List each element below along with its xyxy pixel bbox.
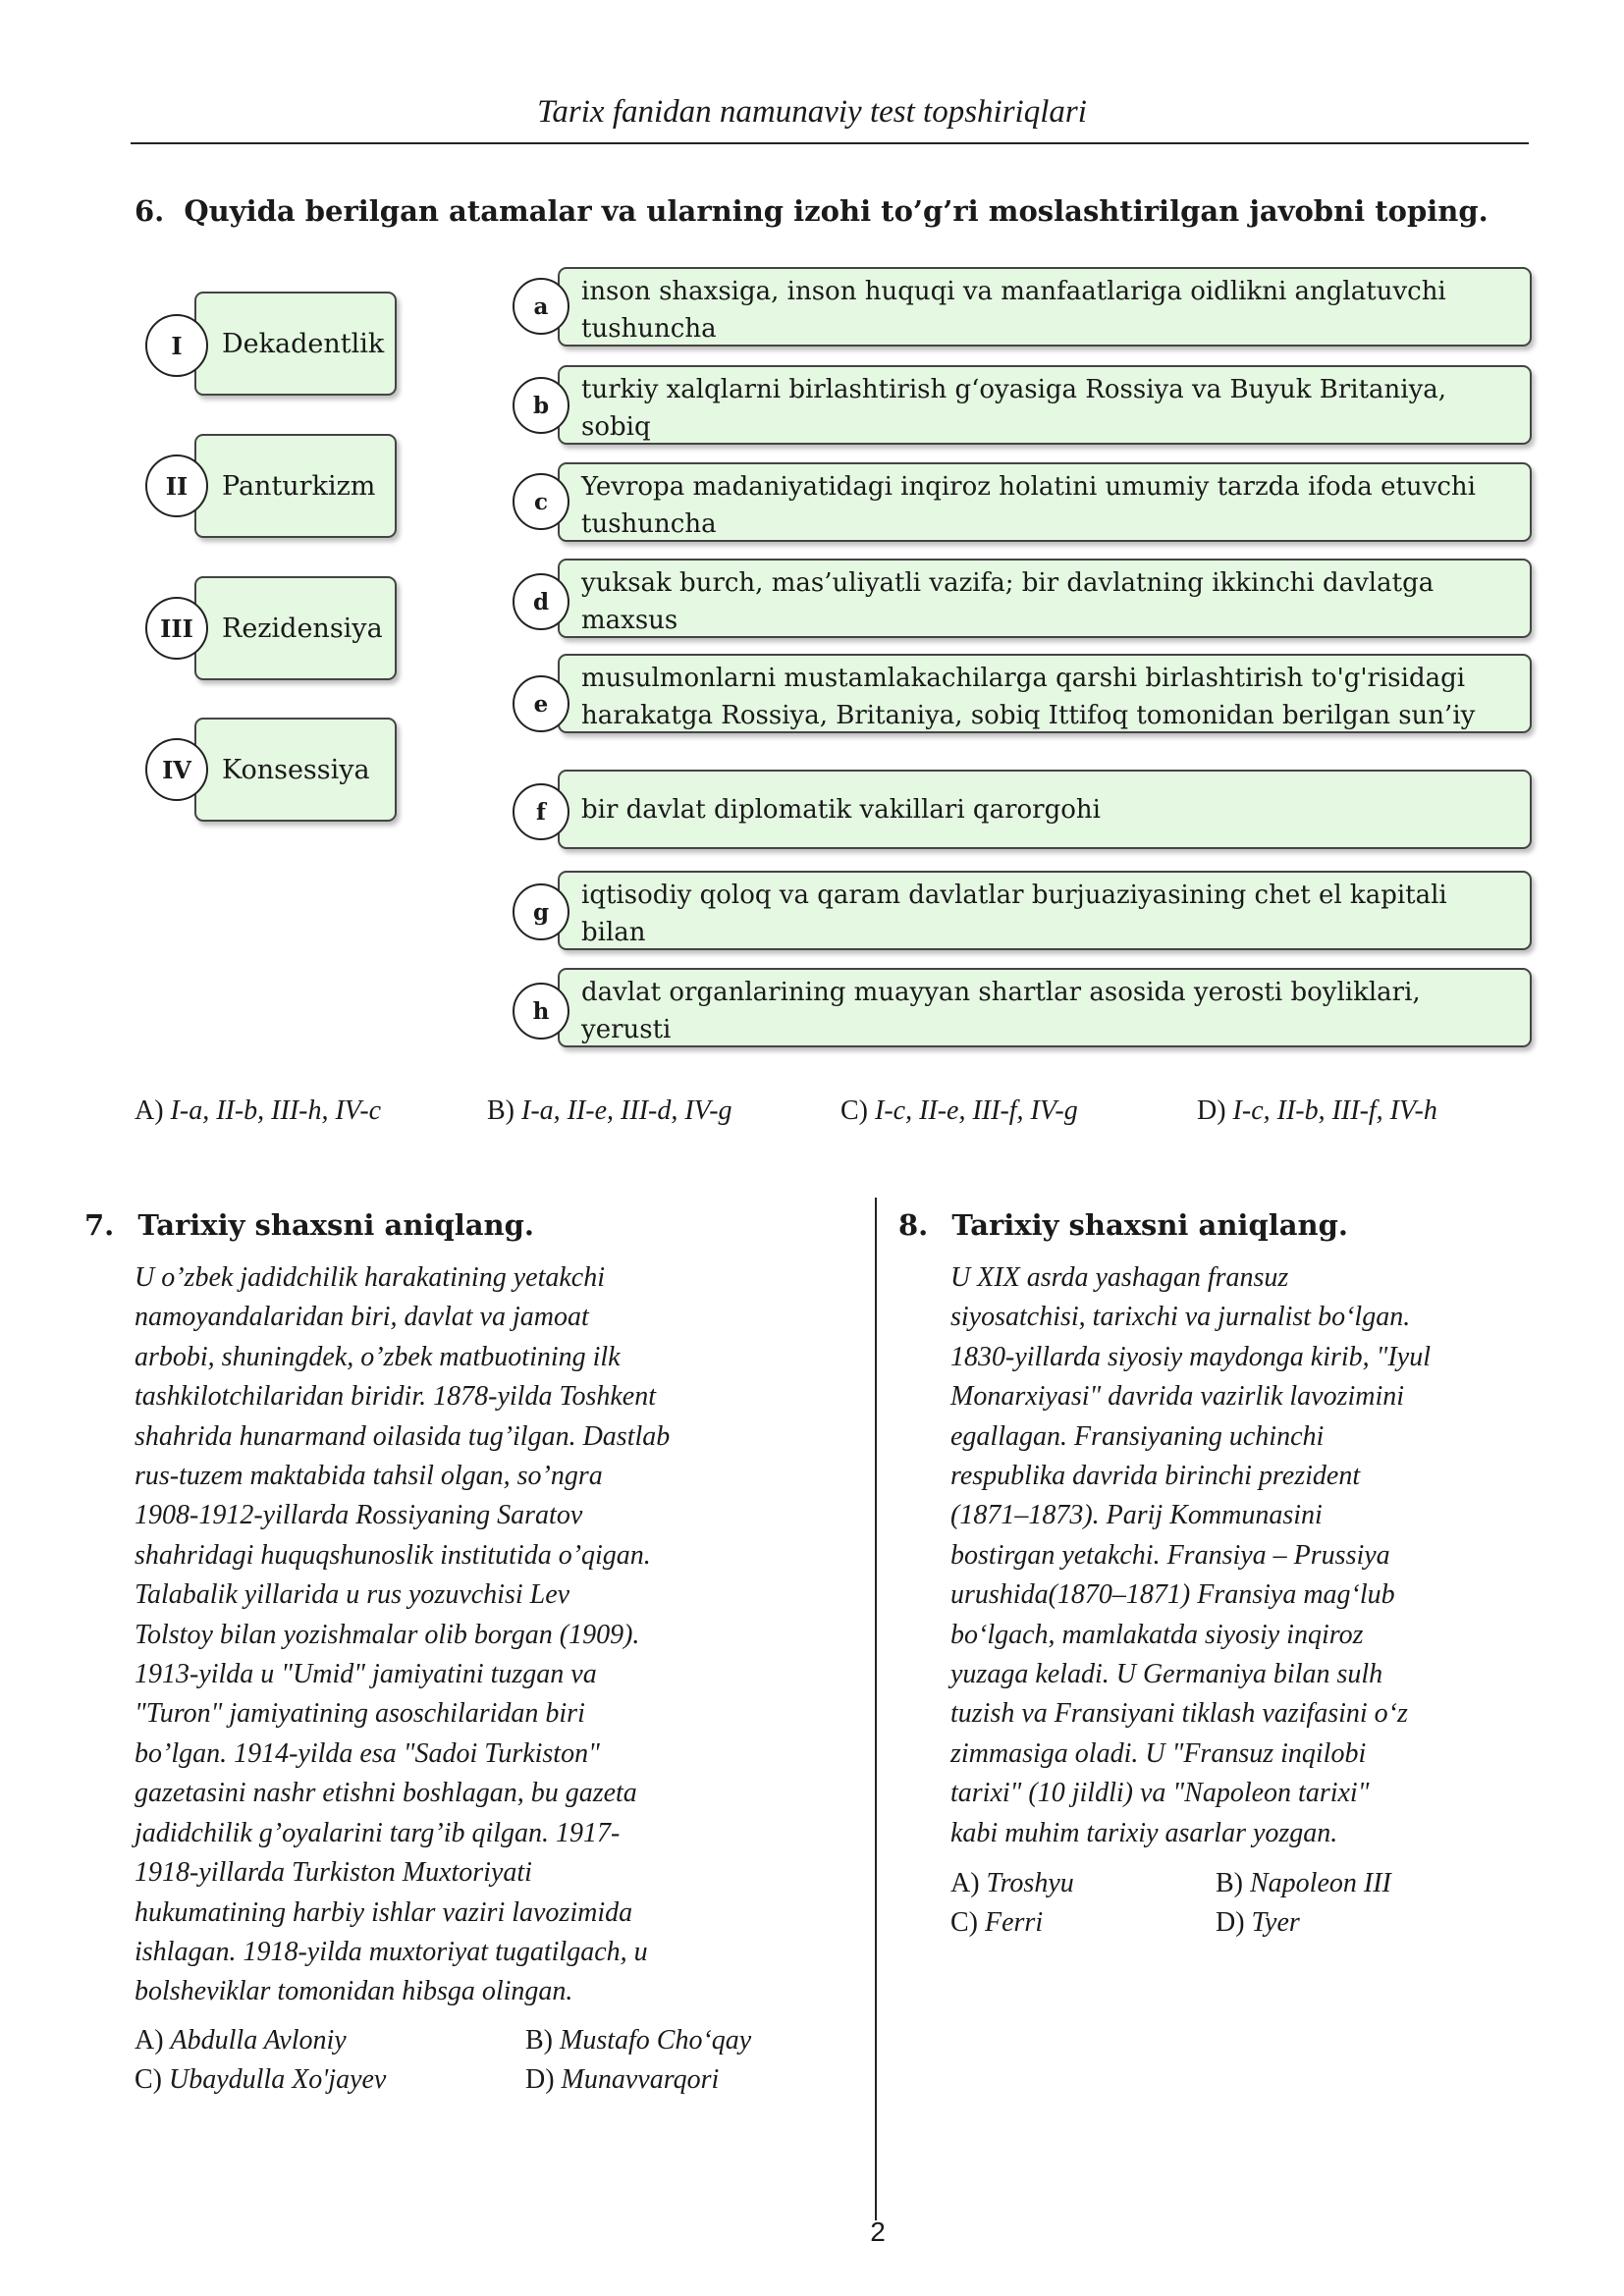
definition-letter-a: a <box>513 278 569 335</box>
question-number: 6. <box>135 194 165 228</box>
option-value: Abdulla Avloniy <box>170 2025 347 2056</box>
definition-letter-e: e <box>513 675 569 732</box>
page-number: 2 <box>870 2216 886 2247</box>
definition-box-d <box>558 559 1532 638</box>
option-label: C) <box>840 1095 868 1126</box>
definition-letter-f: f <box>513 783 569 840</box>
answer-option-c[interactable] <box>950 1907 1043 1939</box>
term-box-1 <box>194 292 397 396</box>
term-numeral-4: IV <box>145 738 208 801</box>
option-label: D) <box>1216 1907 1245 1938</box>
term-numeral-3: III <box>145 597 208 660</box>
option-value: Ferri <box>985 1907 1044 1938</box>
term-box-4 <box>194 718 397 822</box>
option-value: Munavvarqori <box>561 2064 720 2095</box>
definition-letter-c: c <box>513 473 569 530</box>
term-numeral-2: II <box>145 454 208 517</box>
question-number: 7. <box>84 1208 115 1242</box>
definition-line: harakatga Rossiya, Britaniya, sobiq Ittifoq tomonidan berilgan sun’iy <box>581 701 1476 730</box>
definition-box-e <box>558 654 1532 733</box>
answer-option-a[interactable] <box>950 1868 1074 1899</box>
definition-box-c <box>558 462 1532 542</box>
option-value: I-c, II-b, III-f, IV-h <box>1232 1095 1437 1126</box>
column-divider <box>875 1198 877 2220</box>
answer-option-c[interactable] <box>135 2064 386 2096</box>
definition-box-f <box>558 770 1532 849</box>
answer-option-a[interactable] <box>135 2025 347 2056</box>
term-label: Dekadentlik <box>222 328 385 359</box>
definition-box-a <box>558 267 1532 347</box>
definition-letter-b: b <box>513 377 569 434</box>
definition-line: tushuncha <box>581 509 717 539</box>
question-title: Tarixiy shaxsni aniqlang. <box>951 1208 1348 1242</box>
definition-line: yuksak burch, mas’uliyatli vazifa; bir davlatning ikkinchi davlatga maxsus <box>581 568 1435 635</box>
term-box-2 <box>194 434 397 538</box>
definition-line: Yevropa madaniyatidagi inqiroz holatini umumiy tarzda ifoda etuvchi <box>581 472 1476 502</box>
term-box-3 <box>194 576 397 680</box>
question-7-heading <box>84 1208 534 1242</box>
option-label: D) <box>1197 1095 1226 1126</box>
option-label: A) <box>950 1868 980 1898</box>
answer-option-c[interactable] <box>840 1095 1078 1127</box>
option-label: C) <box>950 1907 978 1938</box>
option-value: Troshyu <box>986 1868 1074 1898</box>
definition-letter-d: d <box>513 573 569 630</box>
answer-option-d[interactable] <box>1197 1095 1437 1127</box>
option-value: I-c, II-e, III-f, IV-g <box>875 1095 1078 1126</box>
definition-letter-h: h <box>513 983 569 1040</box>
definition-line: turkiy xalqlarni birlashtirish g‘oyasiga Rossiya va Buyuk Britaniya, sobiq <box>581 375 1447 442</box>
option-label: A) <box>135 1095 164 1126</box>
question-6-heading <box>135 194 1489 228</box>
page-header-title: Tarix fanidan namunaviy test topshiriqlari <box>537 94 1087 130</box>
definition-box-h <box>558 968 1532 1047</box>
question-7-passage: U o’zbek jadidchilik harakatining yetakchi namoyandalaridan biri, davlat va jamoat arbobi, shuningdek, o’zbek matbuotining ilk tashkilotchilaridan biridir. 1878-yilda Toshkent shahrida hunarmand oilasida tug’ilgan. Dastlab rus-tuzem maktabida tahsil olgan, so’ngra 1908-1912-yillarda Rossiyaning Saratov shahridagi huquqshunoslik institutida o’qigan. Talabalik yillarida u rus yozuvchisi Lev Tolstoy bilan yozishmalar olib borgan (1909). 1913-yilda u "Umid" jamiyatini tuzgan va "Turon" jamiyatining asoschilaridan biri bo’lgan. 1914-yilda esa "Sadoi Turkiston" gazetasini nashr etishni boshlagan, bu gazeta jadidchilik g’oyalarini targ’ib qilgan. 1917- 1918-yillarda Turkiston Muxtoriyati hukumatining harbiy ishlar vaziri lavozimida ishlagan. 1918-yilda muxtoriyat tugatilgach, u bolsheviklar tomonidan hibsga olingan. <box>135 1262 671 2007</box>
answer-option-b[interactable] <box>525 2025 751 2056</box>
definition-box-g <box>558 871 1532 950</box>
answer-option-d[interactable] <box>525 2064 719 2096</box>
option-label: D) <box>525 2064 555 2095</box>
definition-box-b <box>558 365 1532 445</box>
answer-option-a[interactable] <box>135 1095 381 1127</box>
question-8-heading <box>898 1208 1348 1242</box>
option-value: Mustafo Cho‘qay <box>560 2025 752 2056</box>
term-label: Konsessiya <box>222 754 370 785</box>
definition-line: tushuncha <box>581 314 717 344</box>
term-label: Panturkizm <box>222 470 376 502</box>
option-value: Tyer <box>1251 1907 1300 1938</box>
option-value: I-a, II-e, III-d, IV-g <box>521 1095 732 1126</box>
definition-line: davlat organlarining muayyan shartlar asosida yerosti boyliklari, yerusti <box>581 978 1421 1044</box>
header-rule <box>131 142 1529 144</box>
question-title: Tarixiy shaxsni aniqlang. <box>137 1208 534 1242</box>
question-title: Quyida berilgan atamalar va ularning izohi to’g’ri moslashtirilgan javobni toping. <box>184 194 1489 228</box>
definition-letter-g: g <box>513 883 569 940</box>
answer-option-b[interactable] <box>487 1095 732 1127</box>
term-numeral-1: I <box>145 314 208 377</box>
answer-option-d[interactable] <box>1216 1907 1300 1939</box>
option-label: C) <box>135 2064 162 2095</box>
option-value: I-a, II-b, III-h, IV-c <box>170 1095 382 1126</box>
option-label: A) <box>135 2025 164 2056</box>
definition-line: musulmonlarni mustamlakachilarga qarshi birlashtirish to'g'risidagi <box>581 664 1466 693</box>
answer-option-b[interactable] <box>1216 1868 1391 1899</box>
option-label: B) <box>487 1095 514 1126</box>
question-number: 8. <box>898 1208 929 1242</box>
question-8-passage: U XIX asrda yashagan fransuz siyosatchisi, tarixchi va jurnalist bo‘lgan. 1830-yillarda siyosiy maydonga kirib, "Iyul Monarxiyasi" davrida vazirlik lavozimini egallagan. Fransiyaning uchinchi respublika davrida birinchi prezident (1871–1873). Parij Kommunasini bostirgan yetakchi. Fransiya – Prussiya urushida(1870–1871) Fransiya mag‘lub bo‘lgach, mamlakatda siyosiy inqiroz yuzaga keladi. U Germaniya bilan sulh tuzish va Fransiyani tiklash vazifasini o‘z zimmasiga oladi. U "Fransuz inqilobi tarixi" (10 jildli) va "Napoleon tarixi" kabi muhim tarixiy asarlar yozgan. <box>950 1262 1431 1848</box>
definition-line: bir davlat diplomatik vakillari qarorgohi <box>581 794 1101 825</box>
definition-line: iqtisodiy qoloq va qaram davlatlar burjuaziyasining chet el kapitali bilan <box>581 881 1447 947</box>
option-value: Napoleon III <box>1250 1868 1391 1898</box>
option-label: B) <box>525 2025 553 2056</box>
option-label: B) <box>1216 1868 1243 1898</box>
definition-line: inson shaxsiga, inson huquqi va manfaatlariga oidlikni anglatuvchi <box>581 277 1446 306</box>
term-label: Rezidensiya <box>222 613 383 644</box>
option-value: Ubaydulla Xo'jayev <box>169 2064 387 2095</box>
